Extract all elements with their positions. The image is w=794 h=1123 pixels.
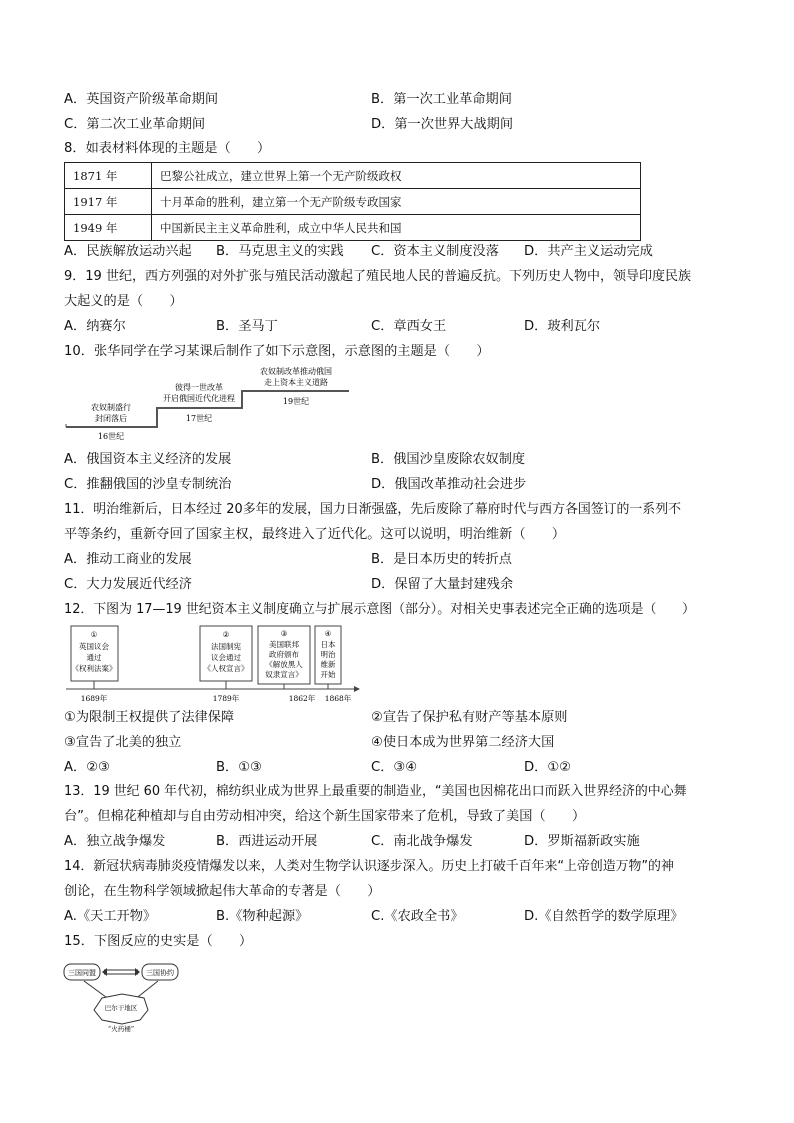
- box1-line1: 英国议会: [79, 642, 109, 651]
- q11-option-b: B．是日本历史的转折点: [371, 552, 512, 567]
- table-cell-year: 1871 年: [65, 163, 152, 189]
- q14-option-b: B.《物种起源》: [216, 909, 309, 924]
- q15-stem: 15．下图反应的史实是（ ）: [64, 934, 253, 949]
- box1-line3: 《权利法案》: [71, 664, 117, 673]
- q7-option-d: D．第一次世界大战期间: [371, 117, 514, 132]
- q11-stem-line1: 11．明治维新后，日本经过 20多年的发展，国力日渐强盛，先后废除了幕府时代与西方各国签订的一系列不: [64, 502, 681, 517]
- table-cell-event: 巴黎公社成立，建立世界上第一个无产阶级政权: [152, 163, 641, 189]
- q11-option-a: A．推动工商业的发展: [64, 552, 192, 567]
- q15-alliance-diagram: [62, 958, 192, 1036]
- q8-option-a: A．民族解放运动兴起: [64, 244, 192, 259]
- stage3-text-b: 走上资本主义道路: [264, 378, 328, 387]
- q8-option-c: C．资本主义制度没落: [371, 244, 499, 259]
- q9-option-a: A．纳赛尔: [64, 319, 126, 334]
- stage1-text-a: 农奴制盛行: [91, 403, 131, 412]
- q10-option-c: C．推翻俄国的沙皇专制统治: [64, 477, 232, 492]
- table-cell-event: 中国新民主主义革命胜利，成立中华人民共和国: [152, 215, 641, 241]
- q10-staircase-diagram: [64, 366, 354, 446]
- q13-option-d: D．罗斯福新政实施: [524, 834, 640, 849]
- q12-option-b: B．①③: [216, 760, 262, 775]
- stage1-text-b: 封闭落后: [95, 414, 127, 423]
- q12-option-d: D．①②: [524, 760, 571, 775]
- q14-stem-line1: 14．新冠状病毒肺炎疫情爆发以来，人类对生物学认识逐步深入。历史上打破千百年来“上帝创造万物”的神: [64, 859, 674, 874]
- q8-option-b: B．马克思主义的实践: [216, 244, 344, 259]
- triple-alliance-label: 三国同盟: [68, 969, 96, 977]
- year-1868: 1868年: [324, 694, 352, 703]
- box4-line2: 明治: [320, 650, 336, 659]
- century-16-label: 16世纪: [97, 432, 125, 441]
- table-row: [65, 189, 641, 215]
- q12-statement-2: ②宣告了保护私有财产等基本原则: [371, 710, 568, 725]
- stage3-text-a: 农奴制改革推动俄国: [260, 367, 332, 376]
- q12-option-a: A．②③: [64, 760, 110, 775]
- q10-stem: 10．张华同学在学习某课后制作了如下示意图，示意图的主题是（ ）: [64, 344, 490, 359]
- powder-keg-label: “火药桶”: [107, 1025, 135, 1033]
- q9-option-c: C．章西女王: [371, 319, 447, 334]
- box4-line3: 维新: [320, 660, 336, 669]
- q7-option-b: B．第一次工业革命期间: [371, 92, 512, 107]
- box3-line4: 奴隶宣言》: [265, 670, 303, 679]
- q11-option-c: C．大力发展近代经济: [64, 577, 192, 592]
- box3-line2: 政府颁布: [269, 650, 299, 659]
- q10-option-a: A．俄国资本主义经济的发展: [64, 452, 232, 467]
- q7-option-c: C．第二次工业革命期间: [64, 117, 206, 132]
- q14-option-d: D.《自然哲学的数学原理》: [524, 909, 684, 924]
- box3-line1: 美国联邦: [269, 640, 299, 649]
- q13-option-b: B．西进运动开展: [216, 834, 318, 849]
- q7-option-a: A．英国资产阶级革命期间: [64, 92, 219, 107]
- box2-line2: 议会通过: [211, 653, 241, 662]
- q9-stem-line1: 9．19 世纪，西方列强的对外扩张与殖民活动激起了殖民地人民的普遍反抗。下列历史人物中，领导印度民族: [64, 269, 691, 284]
- box2-line1: 法国制宪: [211, 642, 241, 651]
- box3-number: ③: [280, 629, 288, 638]
- q13-stem-line2: 台”。但棉花种植却与自由劳动相冲突，给这个新生国家带来了危机，导致了美国（ ）: [64, 809, 586, 824]
- arrow-head-right: [135, 968, 140, 976]
- q10-option-b: B．俄国沙皇废除农奴制度: [371, 452, 526, 467]
- q14-option-c: C.《农政全书》: [371, 909, 464, 924]
- q11-stem-line2: 平等条约，重新夺回了国家主权，最终进入了近代化。这可以说明，明治维新（ ）: [64, 527, 566, 542]
- box3-line3: 《解放黑人: [265, 660, 303, 669]
- q14-option-a: A.《天工开物》: [64, 909, 157, 924]
- balkans-label: 巴尔干地区: [104, 1004, 138, 1012]
- q14-stem-line2: 创论，在生物科学领域掀起伟大革命的专著是（ ）: [64, 884, 381, 899]
- q12-statement-4: ④使日本成为世界第二经济大国: [371, 735, 555, 750]
- box1-line2: 通过: [86, 653, 102, 662]
- q8-option-d: D．共产主义运动完成: [524, 244, 653, 259]
- arrow-head-left: [102, 968, 107, 976]
- q12-option-c: C．③④: [371, 760, 418, 775]
- q12-statement-3: ③宣告了北美的独立: [64, 735, 182, 750]
- q10-option-d: D．俄国改革推动社会进步: [371, 477, 527, 492]
- table-cell-year: 1917 年: [65, 189, 152, 215]
- q11-option-d: D．保留了大量封建残余: [371, 577, 514, 592]
- table-row: [65, 163, 641, 189]
- box4-line4: 开始: [320, 670, 336, 679]
- box2-line3: 《人权宣言》: [203, 664, 249, 673]
- triple-entente-label: 三国协约: [146, 969, 174, 977]
- box4-line1: 日本: [320, 640, 336, 649]
- q13-option-c: C．南北战争爆发: [371, 834, 473, 849]
- box4-number: ④: [324, 629, 332, 638]
- stage2-text-a: 彼得一世改革: [175, 383, 223, 392]
- box2-number: ②: [222, 630, 230, 639]
- q9-option-d: D．玻利瓦尔: [524, 319, 601, 334]
- table-row: [65, 215, 641, 241]
- box1-number: ①: [90, 630, 98, 639]
- q9-stem-line2: 大起义的是（ ）: [64, 294, 183, 309]
- q12-stem: 12．下图为 17—19 世纪资本主义制度确立与扩展示意图（部分）。对相关史事表述完全正确的选项是（ ）: [64, 602, 696, 617]
- year-1862: 1862年: [288, 694, 316, 703]
- q13-option-a: A．独立战争爆发: [64, 834, 166, 849]
- timeline-arrow: [354, 686, 360, 692]
- q9-option-b: B．圣马丁: [216, 319, 278, 334]
- q13-stem-line1: 13．19 世纪 60 年代初，棉纺织业成为世界上最重要的制造业，“美国也因棉花出口而跃入世界经济的中心舞: [64, 784, 687, 799]
- stage2-text-b: 开启俄国近代化进程: [163, 394, 235, 403]
- table-cell-year: 1949 年: [65, 215, 152, 241]
- century-17-label: 17世纪: [185, 414, 213, 423]
- year-1789: 1789年: [212, 694, 240, 703]
- q8-material-table: [64, 162, 641, 241]
- q8-stem: 8．如表材料体现的主题是（ ）: [64, 141, 271, 156]
- year-1689: 1689年: [80, 694, 108, 703]
- table-cell-event: 十月革命的胜利，建立第一个无产阶级专政国家: [152, 189, 641, 215]
- century-19-label: 19世纪: [282, 397, 310, 406]
- q12-timeline-diagram: [64, 623, 364, 705]
- q12-statement-1: ①为限制王权提供了法律保障: [64, 710, 235, 725]
